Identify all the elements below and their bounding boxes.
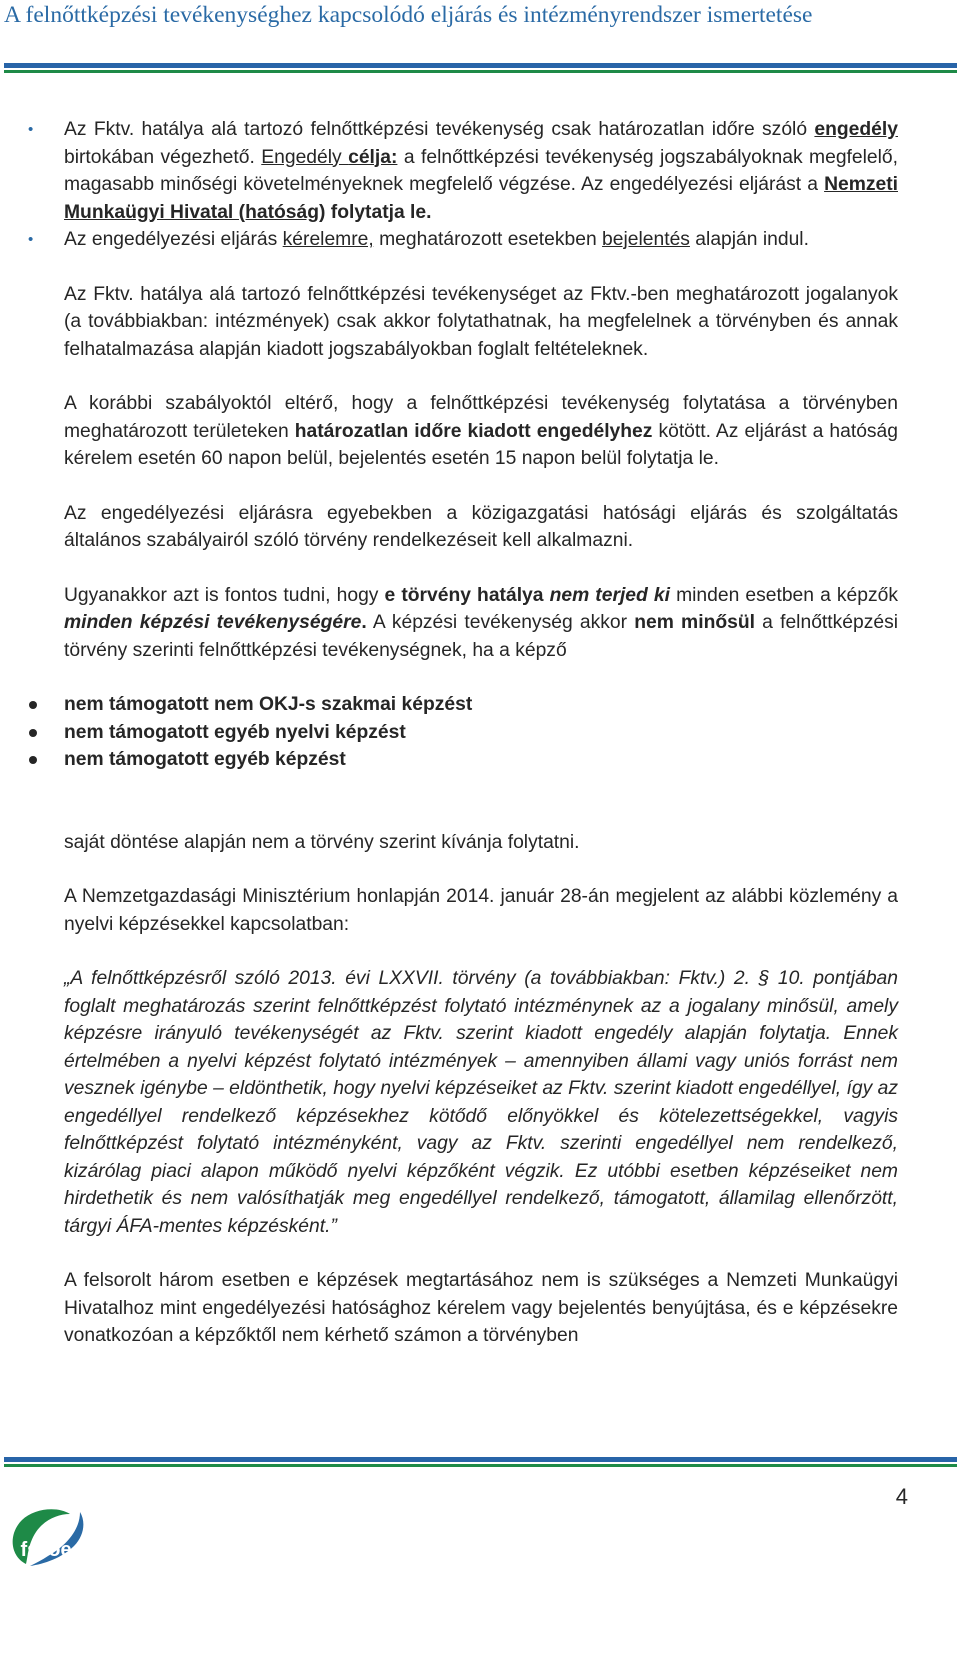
list-item: nem támogatott egyéb nyelvi képzést <box>64 719 898 747</box>
svg-text:fszoe: fszoe <box>20 1539 72 1561</box>
document-body <box>64 116 898 1350</box>
bullet-eljaras: • Az engedélyezési eljárás kérelemre, meghatározott esetekben bejelentés alapján indul. <box>64 226 898 254</box>
bullet-engedely: • Az Fktv. hatálya alá tartozó felnőttképzési tevékenység csak határozatlan időre szóló engedély birtokában végezhető. Engedély célja: a felnőttképzési tevékenység jogszabályoknak megfelelő, magasabb minőségi követelményeknek megfelelő végzése. Az engedélyezési eljárást a Nemzeti Munkaügyi Hivatal (hatóság) folytatja le. <box>64 116 898 226</box>
footer-rule-blue <box>4 1457 957 1462</box>
paragraph-fktv-scope: Az Fktv. hatálya alá tartozó felnőttképzési tevékenységet az Fktv.-ben meghatározott jogalanyok (a továbbiakban: intézmények) csak akkor folytathatnak, ha megfelelnek a törvényben és annak felhatalmazása alapján kiadott jogszabályokban foglalt feltételeknek. <box>64 283 898 360</box>
quoted-announcement: „A felnőttképzésről szóló 2013. évi LXXVII. törvény (a továbbiakban: Fktv.) 2. § 10. pontjában foglalt meghatározás szerint felnőttképzést folytató intézménynek az a jogalany minősül, amely képzésre irányuló tevékenységét az Fktv. szerint kiadott engedély alapján folytatja. Ennek értelmében a nyelvi képzést folytató intézmények – amennyiben állami vagy uniós forrást nem vesznek igénybe – eldönthetik, hogy nyelvi képzéseiket az Fktv. szerint kiadott engedéllyel, így az engedéllyel rendelkező képzésekhez kötődő előnyökkel és kötelezettségekkel, vagyis felnőttképzést folytató intézményként, vagy az Fktv. szerinti engedéllyel nem rendelkező, kizárólag piaci alapon működő nyelvi képzőként végzik. Ez utóbbi esetben képzéseiket nem hirdethetik és nem valósíthatják meg engedéllyel rendelkező, támogatott, államilag ellenőrzött, tárgyi ÁFA-mentes képzésként.” <box>64 968 898 1237</box>
engedely-term: engedély <box>814 119 898 140</box>
header-rule-blue <box>4 63 957 68</box>
header-rule-green <box>4 70 957 73</box>
page-header-title: A felnőttképzési tevékenységhez kapcsolódó eljárás és intézményrendszer ismertetése <box>4 2 813 28</box>
authority-name: Nemzeti Munkaügyi Hivatal (hatóság) <box>64 174 898 223</box>
footer-rule-green <box>4 1464 957 1467</box>
fszoe-logo-icon <box>4 1500 88 1570</box>
list-item: nem támogatott nem OKJ-s szakmai képzést <box>64 691 898 719</box>
exception-list <box>64 691 898 774</box>
paragraph-ministry-notice: A Nemzetgazdasági Minisztérium honlapján 2014. január 28-án megjelent az alábbi közlemény a nyelvi képzésekkel kapcsolatban: <box>64 886 898 935</box>
paragraph-own-decision: saját döntése alapján nem a törvény szerint kívánja folytatni. <box>64 831 580 853</box>
list-item: nem támogatott egyéb képzést <box>64 746 898 774</box>
paragraph-three-cases: A felsorolt három esetben e képzések megtartásához nem is szükséges a Nemzeti Munkaügyi Hivatalhoz mint engedélyezési hatósághoz kérelem vagy bejelentés benyújtása, és e képzésekre vonatkozóan a képzőktől nem kérhető számon a törvényben <box>64 1270 898 1346</box>
paragraph-rule-change: A korábbi szabályoktól eltérő, hogy a felnőttképzési tevékenység folytatása a törvényben meghatározott területeken határozatlan időre kiadott engedélyhez kötött. Az eljárást a hatóság kérelem esetén 60 napon belül, bejelentés esetén 15 napon belül folytatja le. <box>64 393 899 469</box>
page-number: 4 <box>895 1484 908 1509</box>
paragraph-general-rules: Az engedélyezési eljárásra egyebekben a közigazgatási hatósági eljárás és szolgáltatás általános szabályairól szóló törvény rendelkezéseit kell alkalmazni. <box>64 502 898 551</box>
intro-bullet-list <box>64 116 898 254</box>
paragraph-scope-exception: Ugyanakkor azt is fontos tudni, hogy e törvény hatálya nem terjed ki minden esetben a képzők minden képzési tevékenységére. A képzési tevékenység akkor nem minősül a felnőttképzési törvény szerinti felnőttképzési tevékenységnek, ha a képző <box>64 584 899 661</box>
